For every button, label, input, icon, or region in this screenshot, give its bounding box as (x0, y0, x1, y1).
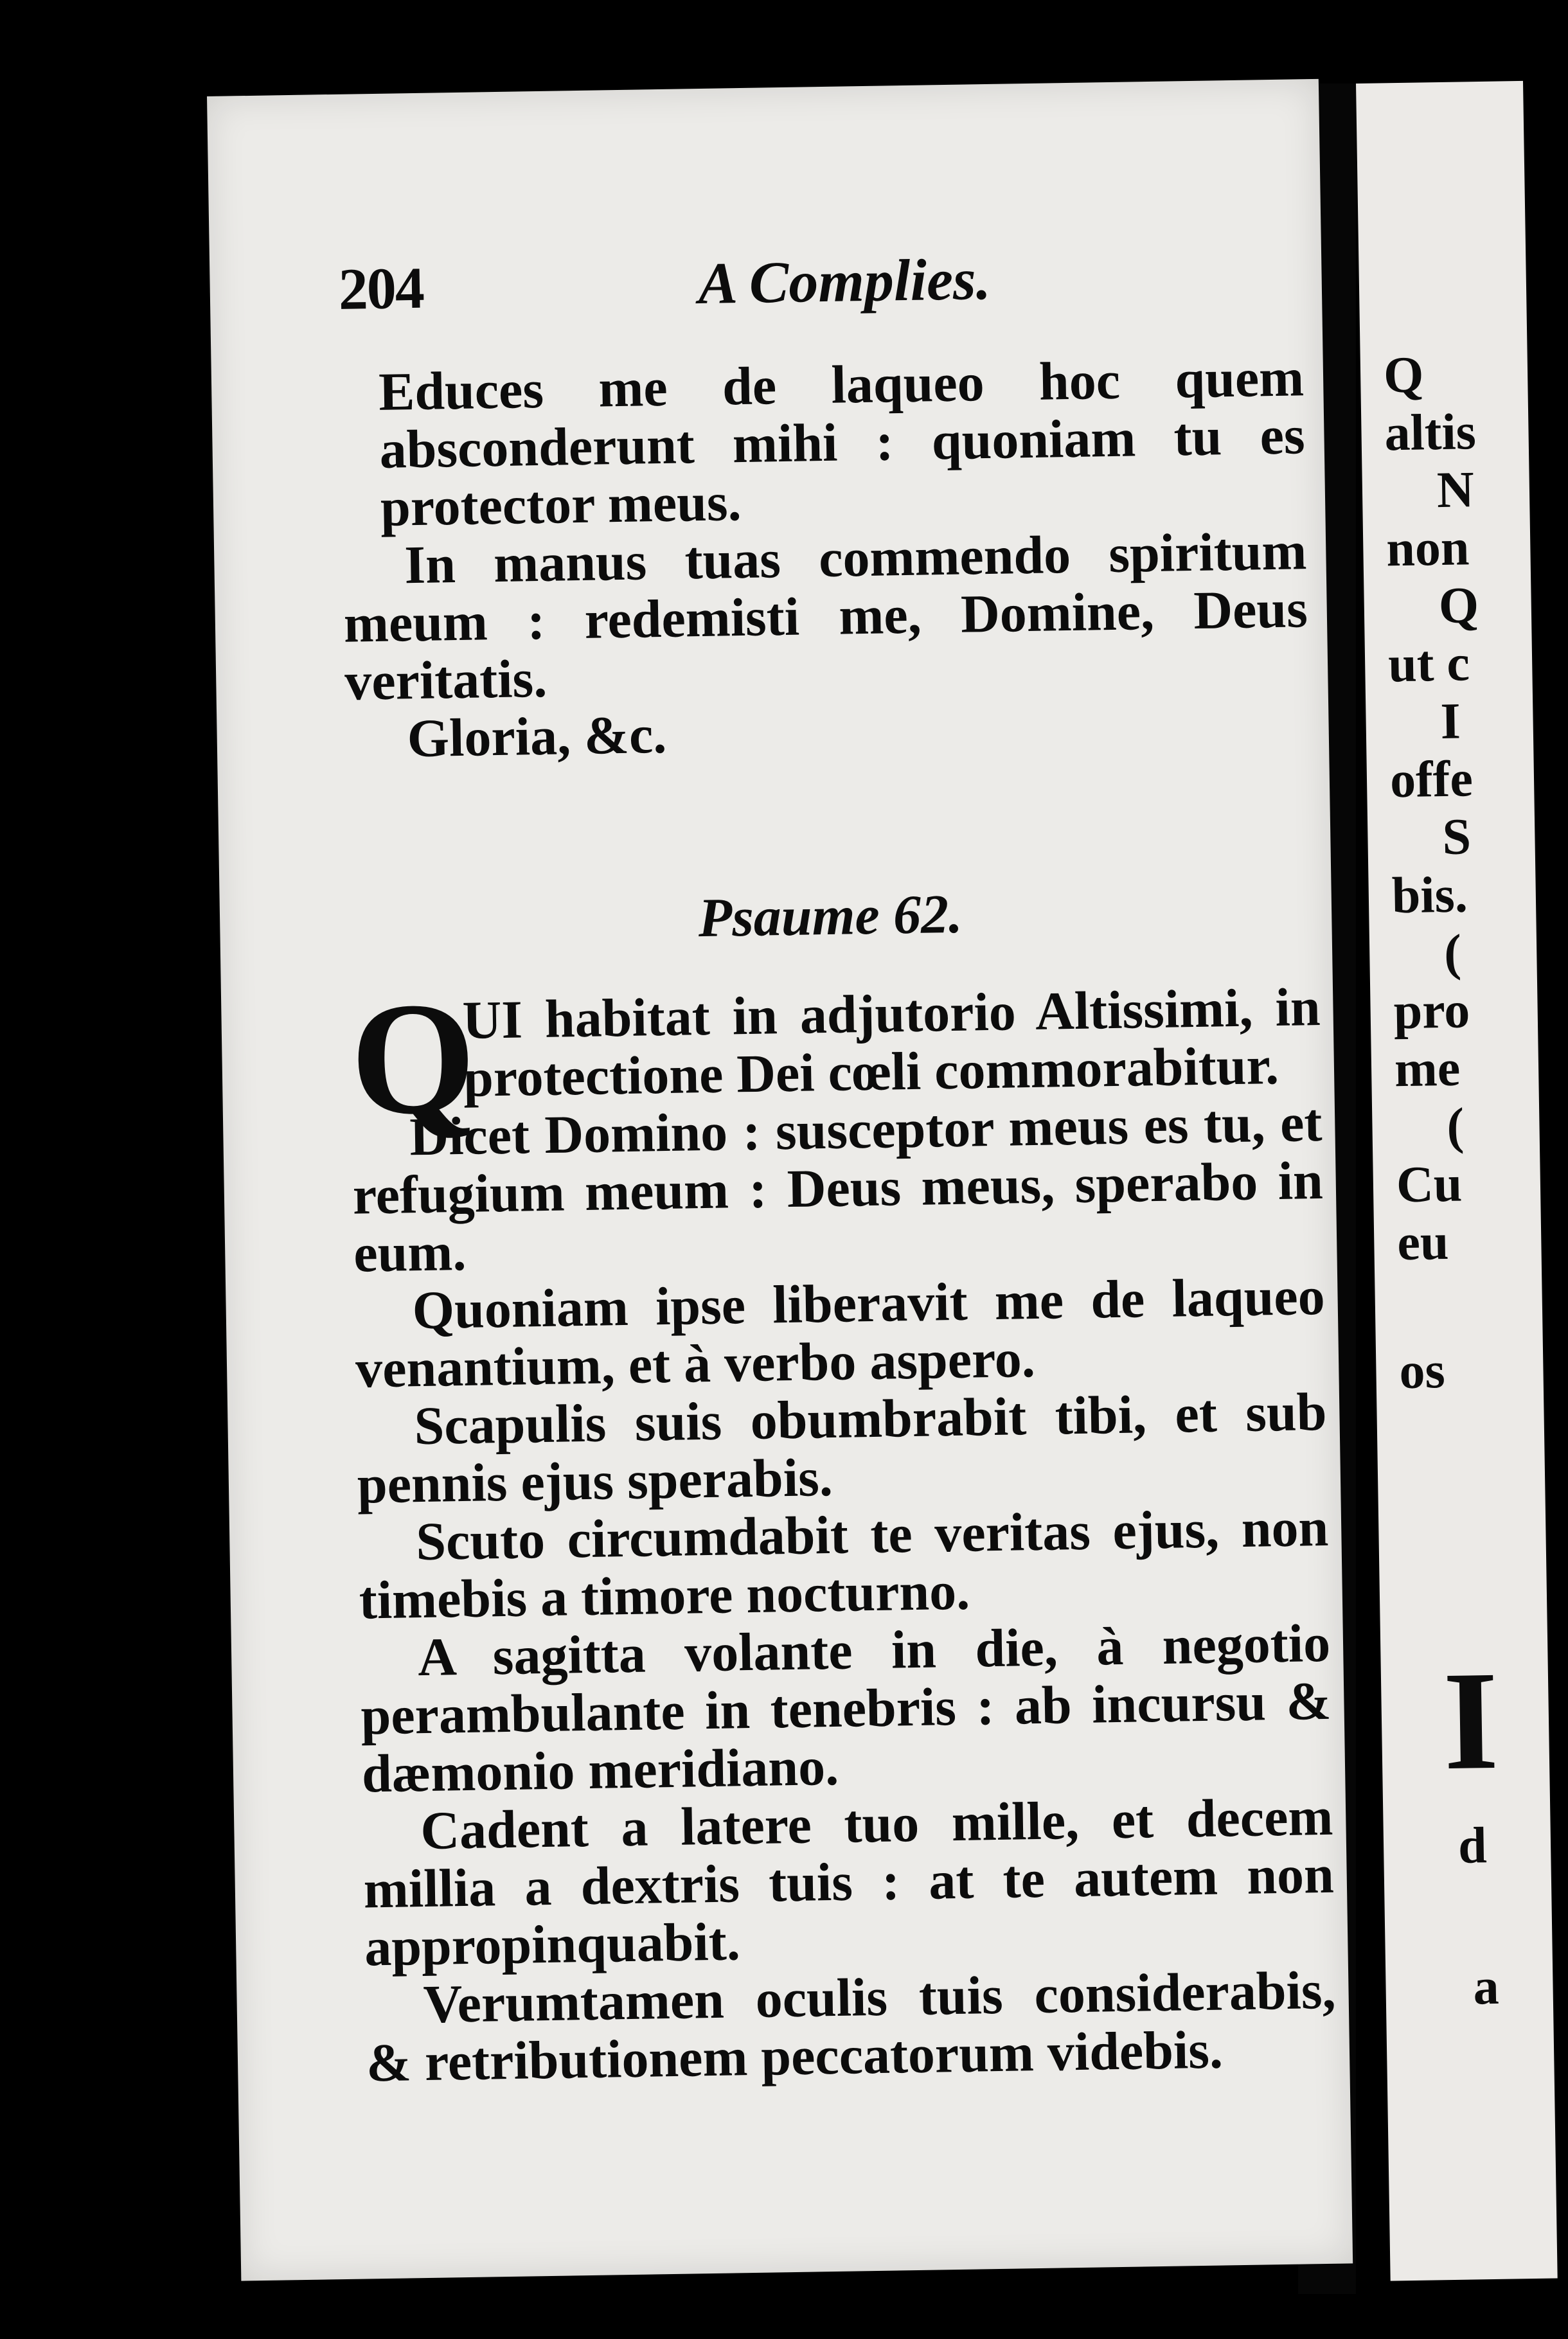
psalm-text-block (349, 968, 1337, 2094)
psalm-verse: Scuto circumdabit te veritas ejus, non timebis a timore nocturno. (359, 1497, 1329, 1631)
psalm-verse: Quoniam ipse liberavit me de laqueo venantium, et à verbo aspero. (355, 1266, 1326, 1400)
psalm-title: Psaume 62. (697, 882, 963, 949)
fragment: Cu (1396, 1155, 1463, 1214)
psalm-verses (352, 1094, 1337, 2093)
psalm-verse: Dicet Domino : susceptor meus es tu, et refugium meum : Deus meus, sperabo in eum. (352, 1092, 1324, 1284)
intro-text (340, 349, 1310, 769)
psalm-verse: Scapulis suis obumbrabit tibi, et sub pennis ejus sperabis. (357, 1382, 1328, 1515)
psalm-opening: UI habitat in adjutorio Altissimi, in protectione Dei cœli commorabitur. (461, 977, 1321, 1108)
page-header (338, 240, 1271, 332)
fragment: pro (1393, 982, 1470, 1040)
fragment: altis (1384, 404, 1477, 462)
intro-paragraph: Educes me de laqueo hoc quem absconderunt mihi : quoniam tu es protector meus. (378, 348, 1306, 538)
psalm-verse: Cadent a latere tuo mille, et decem millia a dextris tuis : at te autem non appropinquabit. (363, 1786, 1335, 1978)
fragment: Q (1438, 577, 1479, 635)
fragment: non (1385, 519, 1470, 578)
fragment: ut c (1387, 635, 1470, 693)
facing-page-text (1379, 81, 1533, 2016)
page-number: 204 (337, 254, 424, 322)
fragment: N (1436, 461, 1475, 519)
psalm-verse: A sagitta volante in die, à negotio perambulante in tenebris : ab incursu & dæmonio meridiano. (360, 1613, 1332, 1804)
fragment: bis. (1391, 866, 1468, 925)
intro-paragraph: In manus tuas commendo spiritum meum : redemisti me, Domine, Deus veritatis. (343, 521, 1308, 712)
book-page (207, 79, 1353, 2281)
fragment: offe (1389, 751, 1474, 809)
fragment: os (1398, 1342, 1446, 1400)
psalm-verse: Verumtamen oculis tuis considerabis, & retributionem peccatorum videbis. (366, 1960, 1337, 2094)
drop-cap: Q (349, 968, 477, 1149)
facing-page (1356, 81, 1558, 2281)
fragment: a (1472, 1958, 1500, 2016)
fragment: I (1442, 1641, 1500, 1800)
fragment: Q (1383, 346, 1425, 404)
fragment: I (1439, 693, 1461, 751)
fragment: ( (1443, 924, 1462, 982)
fragment: ( (1446, 1098, 1465, 1155)
fragment: eu (1396, 1213, 1450, 1272)
running-title: A Complies. (697, 245, 992, 317)
fragment: me (1394, 1040, 1461, 1098)
fragment: S (1441, 808, 1472, 866)
intro-paragraph: Gloria, &c. (407, 704, 667, 769)
fragment: d (1457, 1817, 1488, 1874)
